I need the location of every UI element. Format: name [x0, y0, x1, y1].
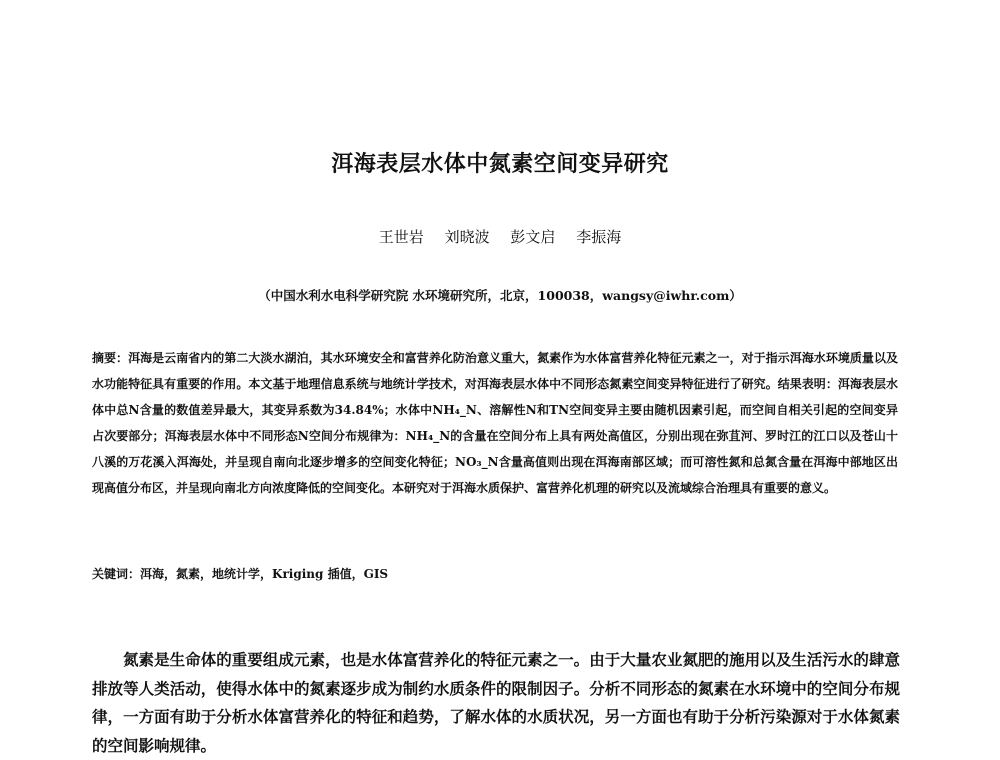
intro-paragraph: 氮素是生命体的重要组成元素，也是水体富营养化的特征元素之一。由于大量农业氮肥的施用以及生活污水的肆意排放等人类活动，使得水体中的氮素逐步成为制约水质条件的限制因子。分析不同形态的氮素在水环境中的空间分布规律，一方面有助于分析水体富营养化的特征和趋势，了解水体的水质状况，另一方面也有助于分析污染源对于水体氮素的空间影响规律。	[92, 650, 900, 755]
keywords-text: 洱海，氮素，地统计学，Kriging 插值，GIS	[140, 567, 389, 581]
author-name: 彭文启	[510, 228, 556, 246]
paper-title: 洱海表层水体中氮素空间变异研究	[331, 151, 669, 177]
author-name: 李振海	[576, 228, 622, 246]
affiliation: （中国水利水电科学研究院 水环境研究所，北京，100038，wangsy@iwhr.com）	[258, 288, 742, 303]
abstract-text: 洱海是云南省内的第二大淡水湖泊，其水环境安全和富营养化防治意义重大，氮素作为水体富营养化特征元素之一，对于指示洱海水环境质量以及水功能特征具有重要的作用。本文基于地理信息系统与地统计学技术，对洱海表层水体中不同形态氮素空间变异特征进行了研究。结果表明：洱海表层水体中总N含量的数值差异最大，其变异系数为34.84%；水体中NH₄_N、溶解性N和TN空间变异主要由随机因素引起，而空间自相关引起的空间变异占次要部分；洱海表层水体中不同形态N空间分布规律为：NH₄_N的含量在空间分布上具有两处高值区，分别出现在弥苴河、罗时江的江口以及苍山十八溪的万花溪入洱海处，并呈现自南向北逐步增多的空间变化特征；NO₃_N含量高值则出现在洱海南部区域；而可溶性氮和总氮含量在洱海中部地区出现高值分布区，并呈现向南北方向浓度降低的空间变化。本研究对于洱海水质保护、富营养化机理的研究以及流域综合治理具有重要的意义。	[92, 351, 898, 495]
keywords-label: 关键词：	[92, 567, 141, 581]
author-name: 刘晓波	[444, 228, 490, 246]
abstract-label: 摘要：	[92, 351, 129, 365]
keywords	[92, 565, 898, 582]
abstract	[92, 345, 898, 501]
author-name: 王世岩	[378, 228, 424, 246]
author-list	[0, 226, 1000, 247]
